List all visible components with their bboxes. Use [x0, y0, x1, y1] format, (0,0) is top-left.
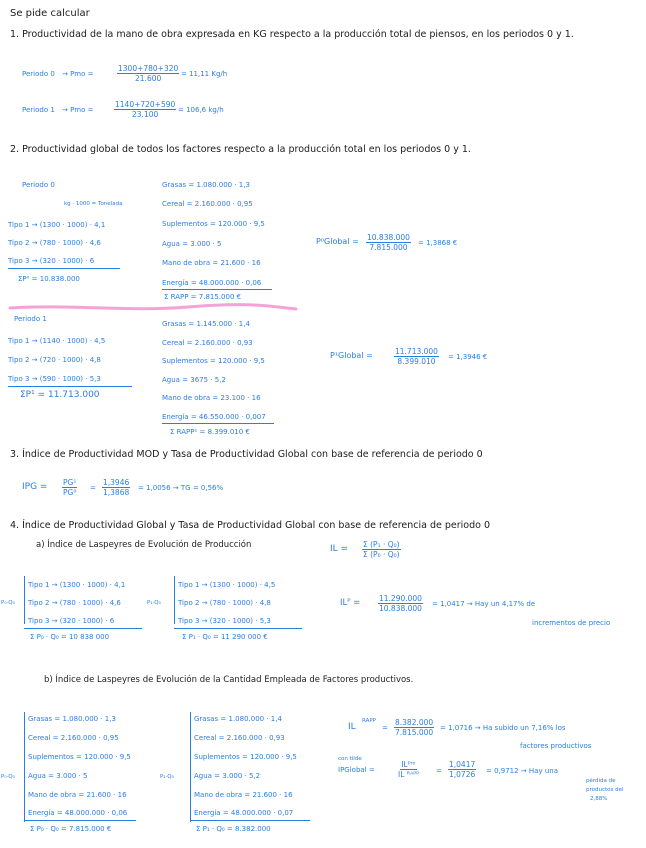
- q2-p0-agua: Agua = 3.000 · 5: [162, 240, 222, 248]
- q4-ilp-result: = 1,0417 → Hay un 4,17% de: [432, 600, 536, 608]
- q2-p0-suplementos: Suplementos = 120.000 · 9,5: [162, 220, 265, 228]
- q4-ipg-fraction-2: [448, 760, 476, 779]
- q2-p0-cereal: Cereal = 2.160.000 · 0,95: [162, 200, 253, 208]
- q4-rapp-num: 8.382.000: [395, 718, 434, 727]
- q4b-left-cereal: Cereal = 2.160.000 · 0,95: [28, 734, 119, 742]
- q2-p1-tipo1: Tipo 1 → (1140 · 1000) · 4,5: [8, 337, 106, 345]
- q4-ilp-den: 10.838.000: [379, 604, 422, 613]
- q2-p0-sum: ΣP⁰ = 10.838.000: [18, 275, 80, 283]
- q1-p0-fraction: [117, 64, 179, 83]
- q3-title: 3. Índice de Productividad MOD y Tasa de Productividad Global con base de referencia de periodo 0: [10, 449, 483, 460]
- q4-ipg-den: IL ᴿᴬᴾᴾ: [398, 770, 419, 779]
- q3-ipg-label: IPG =: [22, 482, 48, 492]
- q4a-right-tipo1: Tipo 1 → (1300 · 1000) · 4,5: [178, 581, 276, 589]
- q4a-right-side: P₁·Q₀: [147, 600, 161, 606]
- q4-il-label: IL =: [330, 544, 349, 554]
- q4-rapp-result: = 1,0716 → Ha subido un 7,16% los: [440, 724, 566, 732]
- q4-rapp-den: 7.815.000: [395, 728, 434, 737]
- q4b-left-sum-line: [24, 820, 136, 821]
- q4b-right-energia: Energía = 48.000.000 · 0,07: [194, 809, 294, 817]
- q2-p0-tipo2: Tipo 2 → (780 · 1000) · 4,6: [8, 239, 101, 247]
- q1-p0-label: Periodo 0: [22, 70, 55, 78]
- q4a-title: a) Índice de Laspeyres de Evolución de Producción: [36, 540, 252, 550]
- q1-p0-result: = 11,11 Kg/h: [181, 70, 228, 78]
- q1-p0-num: 1300+780+320: [118, 64, 179, 73]
- q4-il-den: Σ (P₀ · Q₀): [363, 550, 400, 559]
- q2-p1-grasas: Grasas = 1.145.000 · 1,4: [162, 320, 250, 328]
- q2-p0-global-label: P⁰Global =: [316, 237, 359, 246]
- q4-il-fraction: [362, 540, 401, 559]
- q4-rapp-label: IL: [348, 722, 356, 732]
- q4a-left-tipo3: Tipo 3 → (320 · 1000) · 6: [28, 617, 115, 625]
- q2-p0-global-den: 7.815.000: [369, 243, 408, 252]
- q4a-left-side: P₀·Q₀: [1, 600, 15, 606]
- q2-p1-global-result: = 1,3946 €: [448, 353, 488, 361]
- q4b-right-sum: Σ P₁ · Q₀ = 8.382.000: [196, 825, 271, 833]
- q4-ilp-fraction: [378, 594, 423, 613]
- q2-p0-note: kg · 1000 = Tonelada: [64, 201, 123, 207]
- q4a-left-sum: Σ P₀ · Q₀ = 10 838 000: [30, 633, 110, 641]
- q4b-left-mano: Mano de obra = 21.600 · 16: [28, 791, 127, 799]
- q4b-right-suplementos: Suplementos = 120.000 · 9,5: [194, 753, 297, 761]
- q2-p1-sum: ΣP¹ = 11.713.000: [20, 390, 100, 400]
- q2-p0-grasas: Grasas = 1.080.000 · 1,3: [162, 181, 250, 189]
- q4a-left-bracket: [24, 576, 25, 624]
- q2-p0-energia: Energía = 48.000.000 · 0,06: [162, 279, 262, 287]
- q4a-left-tipo2: Tipo 2 → (780 · 1000) · 4,6: [28, 599, 121, 607]
- q2-p1-mano: Mano de obra = 23.100 · 16: [162, 394, 261, 402]
- q2-p1-sum-line: [8, 386, 132, 387]
- q4-ipg-num: ILᴾʳᵒ: [401, 760, 416, 769]
- q4a-right-bracket: [174, 576, 175, 624]
- q4a-left-sum-line: [24, 628, 142, 629]
- q3-fraction-1: [62, 478, 77, 497]
- q4b-left-side: P₀·Q₀: [1, 774, 15, 780]
- q1-p1-fraction: [114, 100, 176, 119]
- q4b-left-suplementos: Suplementos = 120.000 · 9,5: [28, 753, 131, 761]
- q1-p1-num: 1140+720+590: [115, 100, 176, 109]
- q2-p1-tipo2: Tipo 2 → (720 · 1000) · 4,8: [8, 356, 101, 364]
- q4b-right-cereal: Cereal = 2.160.000 · 0,93: [194, 734, 285, 742]
- q2-p1-tipo3: Tipo 3 → (590 · 1000) · 5,3: [8, 375, 101, 383]
- q2-p0-sum-line: [8, 268, 120, 269]
- q2-p1-agua: Agua = 3675 · 5,2: [162, 376, 226, 384]
- q2-title: 2. Productividad global de todos los factores respecto a la producción total en los periodos 0 y 1.: [10, 144, 471, 155]
- q4a-right-sum: Σ P₁ · Q₀ = 11 290 000 €: [182, 633, 268, 641]
- q4b-right-bracket: [190, 712, 191, 822]
- q4a-right-sum-line: [174, 628, 302, 629]
- q2-p1-global-den: 8.399.010: [397, 357, 436, 366]
- q4-il-num: Σ (P₁ · Q₀): [363, 540, 400, 549]
- q4-ipg-result-2: pérdida de: [586, 778, 616, 784]
- q4-ipg-result-3: productos del: [586, 787, 624, 793]
- q2-p0-tipo3: Tipo 3 → (320 · 1000) · 6: [8, 257, 95, 265]
- q1-p1-den: 23.100: [132, 110, 159, 119]
- q4b-right-sum-line: [190, 820, 310, 821]
- q4-ipg-result: = 0,9712 → Hay una: [486, 767, 558, 775]
- q4b-left-grasas: Grasas = 1.080.000 · 1,3: [28, 715, 116, 723]
- q4-con-tilde: con tilde: [338, 756, 362, 762]
- q3-f2-num: 1,3946: [103, 478, 130, 487]
- q1-p0-den: 21.600: [135, 74, 162, 83]
- q3-result: = 1,0056 → TG = 0,56%: [138, 484, 224, 492]
- q2-p0-global-num: 10.838.000: [367, 233, 410, 242]
- q4b-title: b) Índice de Laspeyres de Evolución de la Cantidad Empleada de Factores productivos.: [44, 675, 414, 685]
- q4-ipg-result-4: 2,88%: [590, 796, 608, 802]
- q4-ipg-label: IPGlobal =: [338, 766, 375, 774]
- q2-p0-factors-line: [162, 289, 272, 290]
- q4b-left-sum: Σ P₀ · Q₀ = 7.815.000 €: [30, 825, 112, 833]
- q2-p1-global-label: P¹Global =: [330, 351, 373, 360]
- q2-p0-global-fraction: [366, 233, 411, 252]
- q4-ipg-num-2: 1,0417: [449, 760, 476, 769]
- q4-ilp-label: ILᴾ =: [340, 598, 361, 608]
- q4b-left-energia: Energía = 48.000.000 · 0,06: [28, 809, 128, 817]
- q2-p1-energia: Energía = 46.550.000 · 0,007: [162, 413, 266, 421]
- q1-p1-result: = 106,6 kg/h: [178, 106, 224, 114]
- q3-equals: =: [90, 484, 96, 492]
- q3-fraction-2: [102, 478, 130, 497]
- q4b-left-agua: Agua = 3.000 · 5: [28, 772, 88, 780]
- q2-p0-label: Periodo 0: [22, 181, 55, 189]
- q4-ipg-fraction: [398, 760, 419, 779]
- q4b-left-bracket: [24, 712, 25, 822]
- q2-p1-factors-line: [162, 423, 274, 424]
- q4-ilp-num: 11.290.000: [379, 594, 422, 603]
- q1-p1-label: Periodo 1: [22, 106, 55, 114]
- q4a-left-tipo1: Tipo 1 → (1300 · 1000) · 4,1: [28, 581, 126, 589]
- q1-p0-arrow: → Pmo =: [62, 70, 94, 78]
- q4-ilp-result-2: incrementos de precio: [532, 619, 611, 627]
- q2-p1-label: Periodo 1: [14, 315, 47, 323]
- q4-title: 4. Índice de Productividad Global y Tasa de Productividad Global con base de referencia de periodo 0: [10, 520, 491, 531]
- q2-p1-global-num: 11.713.000: [395, 347, 438, 356]
- q4a-right-tipo2: Tipo 2 → (780 · 1000) · 4,8: [178, 599, 271, 607]
- q2-p0-mano: Mano de obra = 21.600 · 16: [162, 259, 261, 267]
- q1-title: 1. Productividad de la mano de obra expresada en KG respecto a la producción total de piensos, en los periodos 0 y 1.: [10, 29, 574, 40]
- q4a-right-tipo3: Tipo 3 → (320 · 1000) · 5,3: [178, 617, 271, 625]
- q2-p1-global-fraction: [394, 347, 439, 366]
- q4b-right-grasas: Grasas = 1.080.000 · 1,4: [194, 715, 282, 723]
- q4b-right-side: P₁·Q₀: [160, 774, 174, 780]
- q4b-right-agua: Agua = 3.000 · 5,2: [194, 772, 261, 780]
- q2-p0-sum-factors: Σ RAPP = 7.815.000 €: [164, 293, 242, 301]
- q2-p1-suplementos: Suplementos = 120.000 · 9,5: [162, 357, 265, 365]
- q4-ipg-eq: =: [436, 767, 442, 775]
- q3-f2-den: 1,3868: [103, 488, 130, 497]
- q4-rapp-sup: RAPP: [362, 718, 376, 724]
- q2-p0-global-result: = 1,3868 €: [418, 239, 458, 247]
- q4b-right-mano: Mano de obra = 21.600 · 16: [194, 791, 293, 799]
- q4-rapp-eq: =: [382, 724, 388, 732]
- q3-f1-den: PG⁰: [63, 488, 77, 497]
- q2-p1-cereal: Cereal = 2.160.000 · 0,93: [162, 339, 253, 347]
- q1-p1-arrow: → Pmo =: [62, 106, 94, 114]
- intro-text: Se pide calcular: [10, 8, 90, 19]
- pink-divider: [8, 303, 298, 313]
- q2-p0-tipo1: Tipo 1 → (1300 · 1000) · 4,1: [8, 221, 106, 229]
- q4-rapp-fraction: [394, 718, 434, 737]
- q4-rapp-result-2: factores productivos: [520, 742, 592, 750]
- q3-f1-num: PG¹: [63, 478, 77, 487]
- q2-p1-sum-factors: Σ RAPP¹ = 8.399.010 €: [170, 428, 250, 436]
- q4-ipg-den-2: 1,0726: [449, 770, 476, 779]
